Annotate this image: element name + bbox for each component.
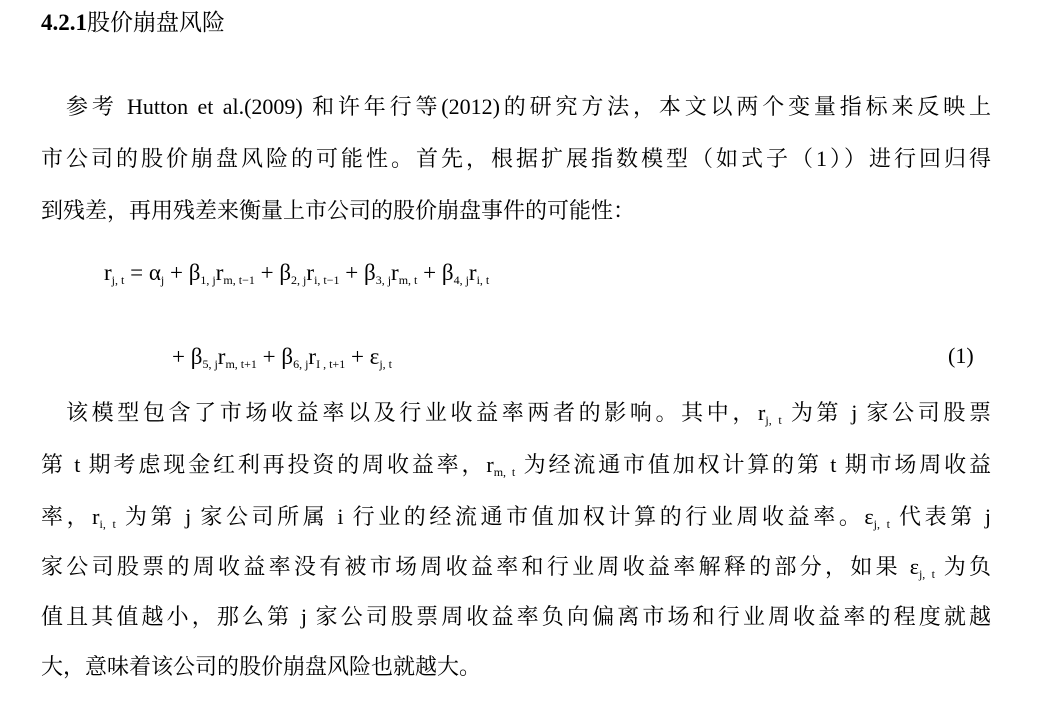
equation-line2: + $\beta_{5, j}r_{m, t+1} + \beta_{6, j}r_{I , t+1} + \varepsilon_{j, t}$ bbox=[172, 344, 393, 371]
equation-number: (1) bbox=[948, 343, 974, 368]
section-number: 4.2.1 bbox=[41, 10, 87, 35]
equation-line1: $r_{j, t} = \alpha_j + \beta_{1, j}r_{m, t-1} + \beta_{2, j}r_{i, t-1} + \beta_{3, j}r_{m, t} + \beta_{4, j}r_{i, t}$ bbox=[104, 260, 490, 287]
paragraph1-line3: 到残差，再用残差来衡量上市公司的股价崩盘事件的可能性： bbox=[41, 198, 636, 223]
paragraph2-line1: 该模型包含了市场收益率以及行业收益率两者的影响。其中，$r_{j, t}$ 为第 j 家公司股票 bbox=[66, 400, 991, 427]
paragraph2-line6: 大，意味着该公司的股价崩盘风险也就越大。 bbox=[41, 654, 482, 679]
paragraph1-line1: 参考 Hutton et al.(2009) 和许年行等(2012)的研究方法，本文以两个变量指标来反映上 bbox=[66, 94, 991, 119]
paragraph1-line2: 市公司的股价崩盘风险的可能性。首先，根据扩展指数模型（如式子（1））进行回归得 bbox=[41, 146, 991, 171]
section-heading bbox=[41, 8, 225, 38]
paragraph2-line4: 家公司股票的周收益率没有被市场周收益率和行业周收益率解释的部分，如果 $\varepsilon_{j, t}$ 为负 bbox=[41, 554, 991, 581]
section-title: 股价崩盘风险 bbox=[87, 10, 225, 35]
paragraph2-line3: 率，$r_{i, t}$ 为第 j 家公司所属 i 行业的经流通市值加权计算的行业周收益率。$\varepsilon_{j, t}$ 代表第 j bbox=[41, 504, 992, 531]
paragraph2-line5: 值且其值越小，那么第 j 家公司股票周收益率负向偏离市场和行业周收益率的程度就越 bbox=[41, 604, 991, 629]
paragraph2-line2: 第 t 期考虑现金红利再投资的周收益率，$r_{m, t}$ 为经流通市值加权计算的第 t 期市场周收益 bbox=[41, 452, 991, 479]
